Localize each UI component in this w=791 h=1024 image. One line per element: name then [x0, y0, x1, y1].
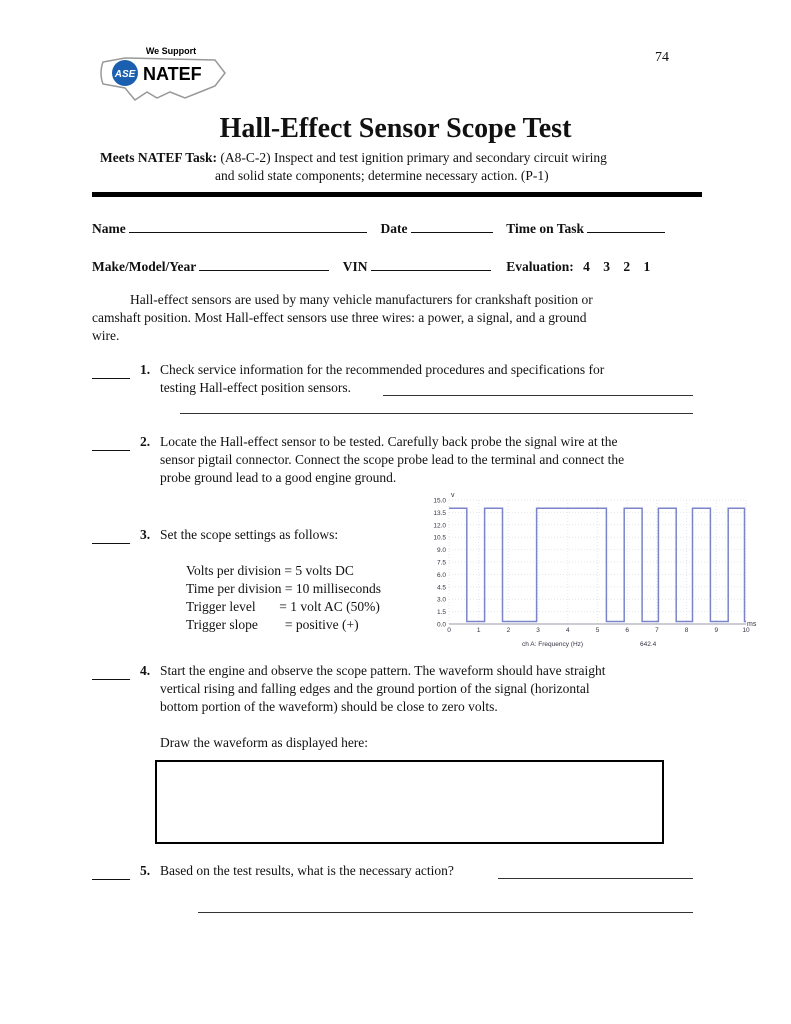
- divider: [92, 192, 702, 197]
- step-number: 5.: [140, 863, 151, 878]
- frequency-value: 642.4: [640, 641, 657, 648]
- scope-setting: Trigger slope = positive (+): [186, 617, 359, 632]
- date-label: Date: [380, 221, 408, 236]
- svg-text:We Support: We Support: [145, 46, 197, 56]
- score-3[interactable]: 3: [603, 259, 611, 274]
- intro-line: wire.: [92, 328, 120, 343]
- chart-grid: [449, 500, 746, 624]
- answer-line[interactable]: [198, 912, 693, 913]
- svg-text:NATEF: NATEF: [143, 64, 202, 84]
- step-number: 1.: [140, 362, 151, 377]
- natef-logo: [95, 42, 235, 104]
- y-axis-label: v: [451, 492, 455, 499]
- y-tick-label: 0.0: [436, 621, 446, 629]
- scope-waveform-chart: [425, 488, 765, 653]
- step-text: Based on the test results, what is the necessary action?: [160, 863, 454, 878]
- task-text-2: and solid state components; determine necessary action. (P-1): [215, 168, 549, 183]
- scope-setting: Volts per division = 5 volts DC: [186, 563, 354, 578]
- answer-line[interactable]: [383, 395, 693, 396]
- name-field[interactable]: [129, 220, 367, 233]
- name-label: Name: [92, 221, 126, 236]
- x-tick-label: 7: [655, 627, 659, 634]
- date-field[interactable]: [411, 220, 493, 233]
- evaluation-label: Evaluation:: [506, 259, 574, 274]
- frequency-label: ch A: Frequency (Hz): [522, 641, 584, 648]
- vin-field[interactable]: [371, 258, 491, 271]
- y-tick-label: 1.5: [436, 609, 446, 617]
- score-4[interactable]: 4: [583, 259, 590, 274]
- step-number: 3.: [140, 527, 151, 542]
- step-text: Check service information for the recommended procedures and specifications for: [160, 362, 605, 377]
- task-text: (A8-C-2) Inspect and test ignition primary and secondary circuit wiring: [220, 150, 607, 165]
- waveform-drawing-box[interactable]: [155, 760, 664, 844]
- step-text: vertical rising and falling edges and the ground portion of the signal (horizontal: [160, 681, 590, 696]
- step-number: 2.: [140, 434, 151, 449]
- time-on-task-label: Time on Task: [506, 221, 585, 236]
- x-tick-label: 2: [506, 627, 511, 634]
- y-tick-label: 12.0: [433, 522, 446, 530]
- intro-line: Hall-effect sensors are used by many vehicle manufacturers for crankshaft position or: [130, 292, 593, 307]
- step-5-check[interactable]: [92, 867, 130, 880]
- step-1-check[interactable]: [92, 366, 130, 379]
- svg-text:ASE: ASE: [114, 69, 136, 80]
- answer-line[interactable]: [180, 413, 693, 414]
- x-tick-label: 9: [714, 627, 719, 634]
- x-axis-label: ms: [747, 621, 757, 628]
- x-tick-label: 6: [625, 627, 630, 634]
- step-text: sensor pigtail connector. Connect the scope probe lead to the terminal and connect the: [160, 452, 625, 467]
- x-tick-label: 1: [476, 627, 481, 634]
- intro-line: camshaft position. Most Hall-effect sensors use three wires: a power, a signal, and a ground: [92, 310, 587, 325]
- y-tick-label: 3.0: [436, 596, 446, 604]
- step-text: Locate the Hall-effect sensor to be tested. Carefully back probe the signal wire at the: [160, 434, 618, 449]
- y-tick-label: 7.5: [436, 559, 446, 567]
- step-4-check[interactable]: [92, 667, 130, 680]
- x-tick-label: 5: [595, 627, 600, 634]
- step-3-check[interactable]: [92, 531, 130, 544]
- scope-setting: Time per division = 10 milliseconds: [186, 581, 381, 596]
- vin-label: VIN: [342, 259, 368, 274]
- y-tick-label: 9.0: [436, 547, 446, 555]
- step-text: bottom portion of the waveform) should be close to zero volts.: [160, 699, 498, 714]
- y-tick-label: 4.5: [436, 584, 446, 592]
- score-2[interactable]: 2: [623, 259, 631, 274]
- x-tick-label: 8: [684, 627, 689, 634]
- x-tick-label: 10: [742, 627, 750, 634]
- x-tick-label: 4: [565, 627, 570, 634]
- step-number: 4.: [140, 663, 151, 678]
- step-2-check[interactable]: [92, 438, 130, 451]
- step-text: Start the engine and observe the scope pattern. The waveform should have straight: [160, 663, 606, 678]
- make-label: Make/Model/Year: [92, 259, 196, 274]
- make-field[interactable]: [199, 258, 329, 271]
- task-label: Meets NATEF Task:: [100, 150, 218, 165]
- step-text: testing Hall-effect position sensors.: [160, 380, 351, 395]
- score-1[interactable]: 1: [643, 259, 651, 274]
- answer-line[interactable]: [498, 878, 693, 879]
- x-tick-label: 3: [536, 627, 540, 634]
- y-tick-label: 13.5: [433, 509, 446, 517]
- step-text: Set the scope settings as follows:: [160, 527, 339, 542]
- page-title: Hall-Effect Sensor Scope Test: [219, 113, 572, 144]
- page-number: 74: [655, 50, 669, 65]
- x-tick-label: 0: [447, 627, 451, 634]
- draw-label: Draw the waveform as displayed here:: [160, 735, 369, 750]
- y-tick-label: 15.0: [433, 497, 446, 505]
- y-tick-label: 10.5: [433, 534, 446, 542]
- time-on-task-field[interactable]: [587, 220, 665, 233]
- scope-setting: Trigger level = 1 volt AC (50%): [186, 599, 380, 614]
- y-tick-label: 6.0: [436, 571, 446, 579]
- step-text: probe ground lead to a good engine ground.: [160, 470, 397, 485]
